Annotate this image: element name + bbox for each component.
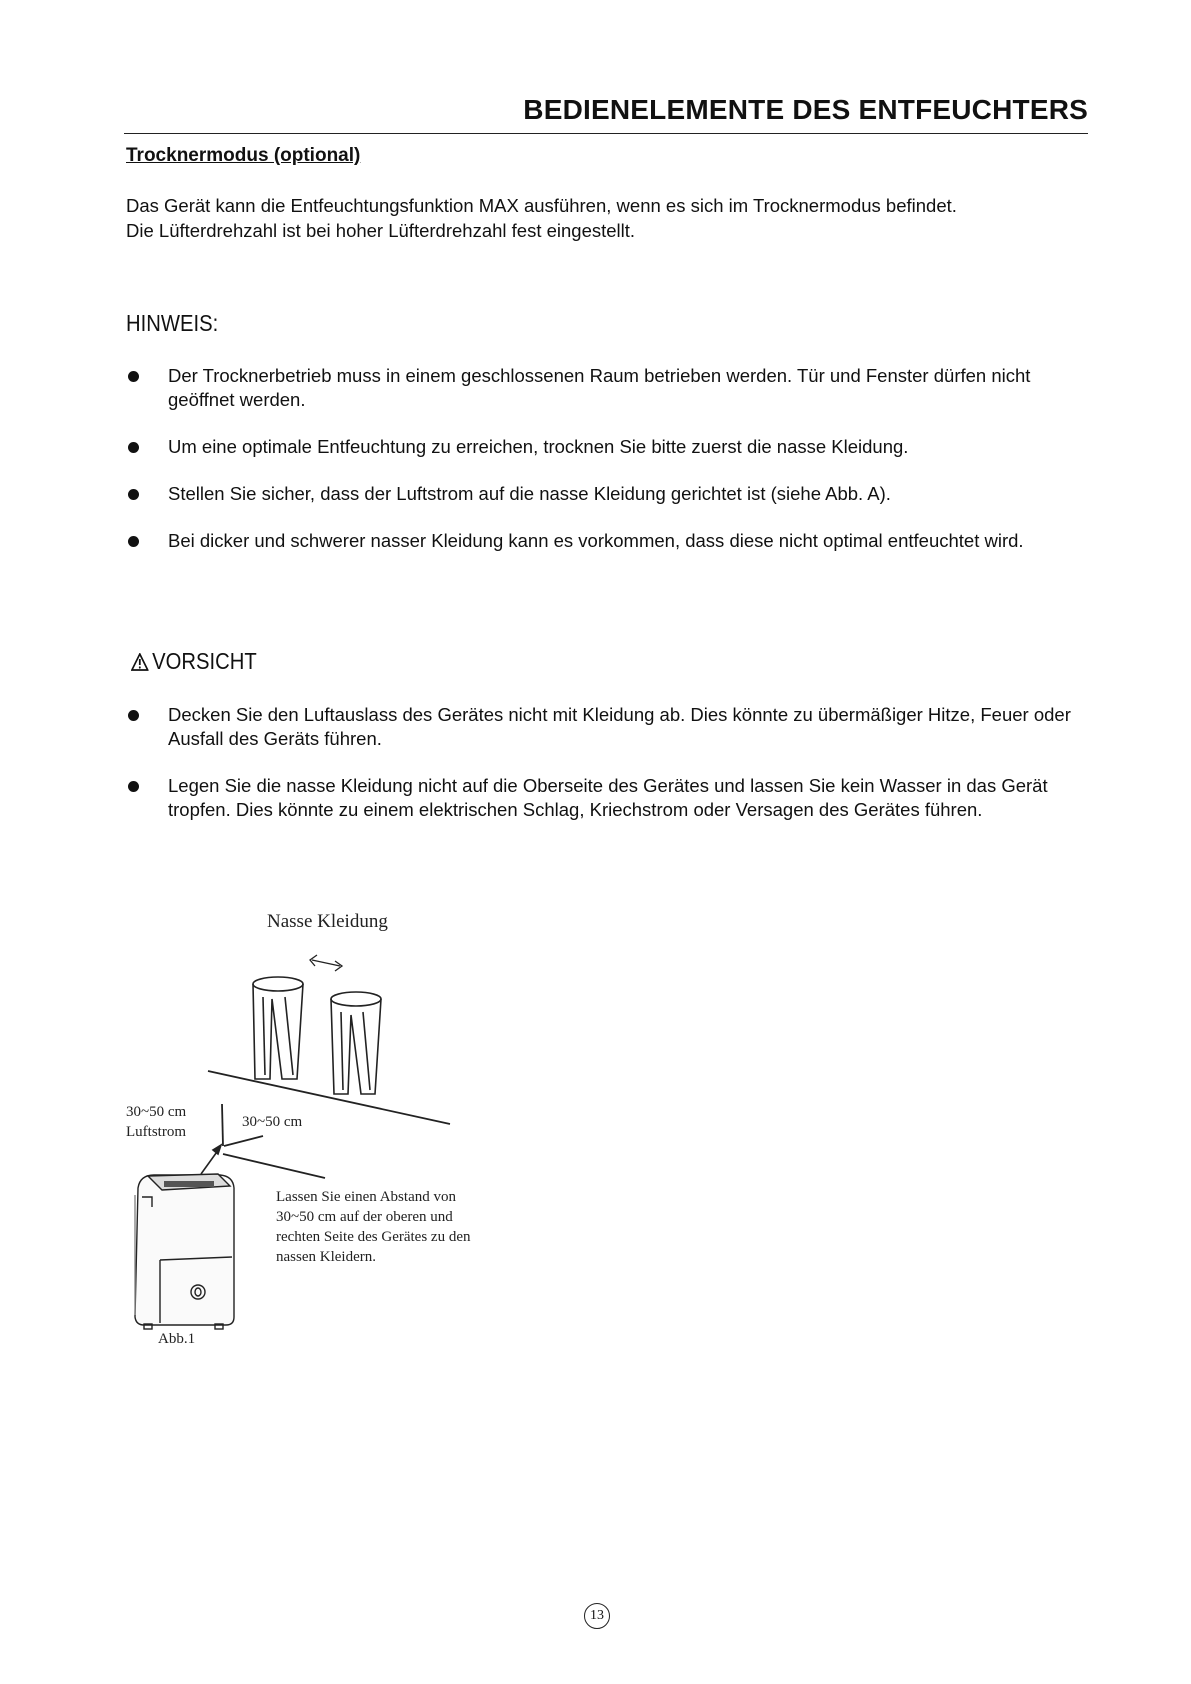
list-item: Bei dicker und schwerer nasser Kleidung kann es vorkommen, dass diese nicht optimal entfeuchtet wird. [126,529,1096,553]
figure-note [276,1187,471,1267]
figure-caption: Abb.1 [158,1331,196,1347]
bullet-icon [128,536,139,547]
note-line-2: 30~50 cm auf der oberen und [276,1209,453,1225]
list-item: Legen Sie die nasse Kleidung nicht auf die Oberseite des Gerätes und lassen Sie kein Wasser in das Gerät tropfen. Dies könnte zu einem elektrischen Schlag, Kriechstrom oder Versagen des Gerätes führen. [126,774,1096,822]
left-distance-label: 30~50 cm [126,1104,187,1120]
page-number: 13 [584,1603,610,1629]
hinweis-heading: HINWEIS: [126,310,219,336]
bullet-icon [128,371,139,382]
bullet-icon [128,442,139,453]
page-title: BEDIENELEMENTE DES ENTFEUCHTERS [523,94,1088,125]
title-rule [124,133,1088,134]
bullet-icon [128,489,139,500]
airflow-arrow-icon [201,1145,221,1174]
figure-illustration [120,905,640,1345]
note-line-4: nassen Kleidern. [276,1249,376,1265]
trousers-left [253,977,303,1079]
intro-paragraph [126,193,1086,243]
intro-line-2: Die Lüfterdrehzahl ist bei hoher Lüfterdrehzahl fest eingestellt. [126,220,636,241]
list-item: Der Trocknerbetrieb muss in einem geschlossenen Raum betrieben werden. Tür und Fenster dürfen nicht geöffnet werden. [126,364,1096,412]
list-item: Stellen Sie sicher, dass der Luftstrom auf die nasse Kleidung gerichtet ist (siehe Abb. A). [126,482,1096,506]
right-distance-label: 30~50 cm [242,1114,303,1130]
airflow-label: Luftstrom [126,1124,186,1140]
note-line-1: Lassen Sie einen Abstand von [276,1189,456,1205]
vorsicht-heading [131,648,257,675]
vorsicht-list [126,703,1096,845]
bottom-line [223,1154,325,1178]
section-title: Trocknermodus (optional) [126,145,361,166]
vertical-distance-line [222,1104,223,1146]
intro-line-1: Das Gerät kann die Entfeuchtungsfunktion MAX ausführen, wenn es sich im Trocknermodus befindet. [126,195,957,216]
note-line-3: rechten Seite des Gerätes zu den [276,1229,471,1245]
bullet-icon [128,781,139,792]
list-item: Decken Sie den Luftauslass des Gerätes nicht mit Kleidung ab. Dies könnte zu übermäßiger Hitze, Feuer oder Ausfall des Geräts führen. [126,703,1096,751]
trousers-right [331,992,381,1094]
dehumidifier-icon [135,1174,234,1329]
figure-dehumidifier-clothes [120,905,640,1345]
vorsicht-heading-text: VORSICHT [152,648,257,674]
list-item: Um eine optimale Entfeuchtung zu erreichen, trocknen Sie bitte zuerst die nasse Kleidung. [126,435,1096,459]
bullet-icon [128,710,139,721]
warning-triangle-icon [131,653,149,671]
clothes-label: Nasse Kleidung [267,911,388,932]
hinweis-list [126,364,1096,576]
horizontal-distance-line [224,1136,263,1146]
double-arrow-icon [310,955,342,971]
